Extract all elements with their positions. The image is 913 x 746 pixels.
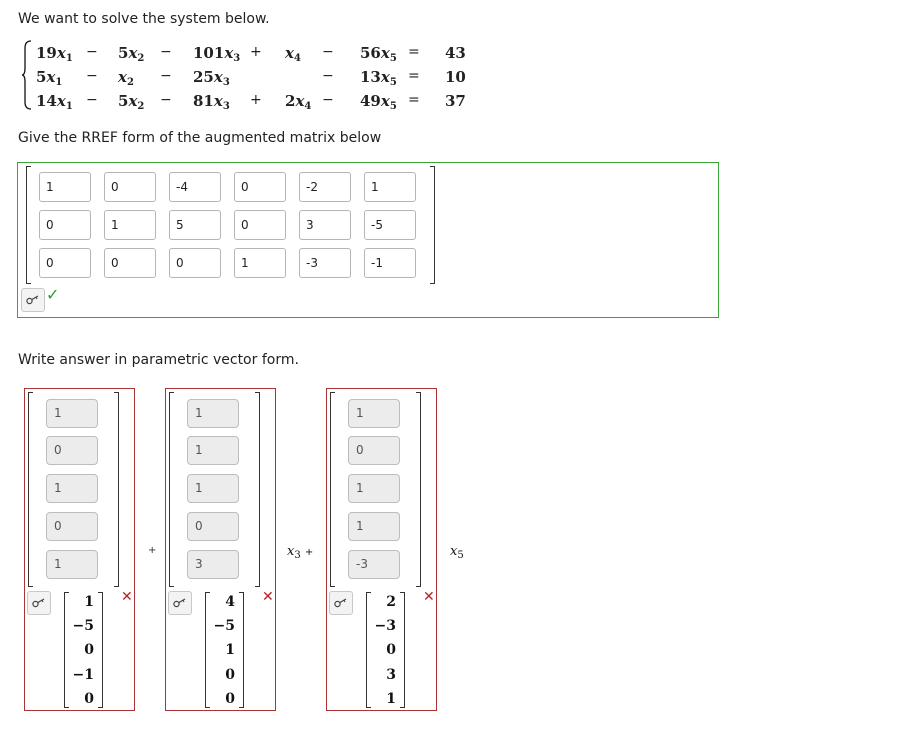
system-operator: = <box>408 68 420 84</box>
vector-entry-input[interactable]: 0 <box>348 436 400 465</box>
system-rhs: 43 <box>445 44 466 62</box>
solution-entry: −3 <box>374 618 396 634</box>
vector-key-button[interactable] <box>168 591 192 615</box>
intro-text: We want to solve the system below. <box>18 11 270 27</box>
rref-cell-input[interactable]: 1 <box>364 172 416 202</box>
cross-icon: ✕ <box>121 589 133 605</box>
solution-entry: −1 <box>72 667 94 683</box>
system-operator: − <box>160 92 172 108</box>
rref-cell-input[interactable]: 0 <box>104 248 156 278</box>
system-term: $81x_3$ <box>193 92 230 112</box>
vector-entry-input[interactable]: 0 <box>187 512 239 541</box>
vector-entry-input[interactable]: 1 <box>348 474 400 503</box>
rref-cell-input[interactable]: 0 <box>169 248 221 278</box>
cross-icon: ✕ <box>262 589 274 605</box>
system-term: $19x_1$ <box>36 44 73 64</box>
solution-entry: 1 <box>386 691 396 707</box>
system-operator: + <box>250 92 262 108</box>
rref-cell-input[interactable]: -5 <box>364 210 416 240</box>
system-term: $5x_2$ <box>118 92 145 112</box>
rref-key-button[interactable] <box>21 288 45 312</box>
rref-cell-input[interactable]: 1 <box>104 210 156 240</box>
system-term: $x_4$ <box>285 44 301 64</box>
x5-label: $x_5$ <box>450 544 464 561</box>
vector-right-bracket <box>114 392 119 587</box>
vector-right-bracket <box>255 392 260 587</box>
rref-cell-input[interactable]: -2 <box>299 172 351 202</box>
rref-cell-input[interactable]: -4 <box>169 172 221 202</box>
vector-entry-input[interactable]: 1 <box>348 399 400 428</box>
key-icon <box>26 295 40 305</box>
vector-entry-input[interactable]: 0 <box>46 436 98 465</box>
rref-cell-input[interactable]: 3 <box>299 210 351 240</box>
system-term: $5x_1$ <box>36 68 63 88</box>
vector-entry-input[interactable]: 3 <box>187 550 239 579</box>
vector-entry-input[interactable]: 1 <box>187 399 239 428</box>
checkmark-icon: ✓ <box>46 285 60 304</box>
vector-entry-input[interactable]: 1 <box>46 550 98 579</box>
vector-key-button[interactable] <box>27 591 51 615</box>
system-operator: − <box>86 68 98 84</box>
rref-cell-input[interactable]: 1 <box>234 248 286 278</box>
solution-entry: 0 <box>225 691 235 707</box>
solution-right-bracket <box>400 592 405 708</box>
rref-cell-input[interactable]: 0 <box>234 210 286 240</box>
vector-entry-input[interactable]: 0 <box>46 512 98 541</box>
solution-entry: 2 <box>386 594 396 610</box>
vector-entry-input[interactable]: 1 <box>187 436 239 465</box>
system-operator: + <box>250 44 262 60</box>
system-term: $56x_5$ <box>360 44 397 64</box>
solution-entry: 3 <box>386 667 396 683</box>
key-icon <box>334 598 348 608</box>
system-operator: − <box>160 44 172 60</box>
system-term: $x_2$ <box>118 68 134 88</box>
system-operator: = <box>408 92 420 108</box>
rref-cell-input[interactable]: 0 <box>104 172 156 202</box>
system-term: $49x_5$ <box>360 92 397 112</box>
plus-sign: + <box>148 545 157 556</box>
system-term: $101x_3$ <box>193 44 241 64</box>
solution-entry: 4 <box>225 594 235 610</box>
rref-cell-input[interactable]: 0 <box>234 172 286 202</box>
solution-entry: −5 <box>213 618 235 634</box>
system-operator: − <box>86 44 98 60</box>
system-term: $13x_5$ <box>360 68 397 88</box>
system-term: $25x_3$ <box>193 68 230 88</box>
vector-left-bracket <box>169 392 174 587</box>
system-operator: − <box>322 68 334 84</box>
rref-cell-input[interactable]: 0 <box>39 210 91 240</box>
rref-left-bracket <box>26 166 31 284</box>
solution-entry: 0 <box>84 642 94 658</box>
rref-cell-input[interactable]: -3 <box>299 248 351 278</box>
vector-left-bracket <box>28 392 33 587</box>
vector-left-bracket <box>330 392 335 587</box>
system-term: $2x_4$ <box>285 92 312 112</box>
solution-right-bracket <box>98 592 103 708</box>
parametric-prompt: Write answer in parametric vector form. <box>18 352 299 368</box>
rref-cell-input[interactable]: 0 <box>39 248 91 278</box>
solution-entry: 0 <box>386 642 396 658</box>
left-brace-icon <box>22 40 32 110</box>
solution-entry: 0 <box>84 691 94 707</box>
system-operator: − <box>322 44 334 60</box>
system-operator: − <box>322 92 334 108</box>
key-icon <box>32 598 46 608</box>
vector-entry-input[interactable]: 1 <box>46 474 98 503</box>
system-term: $5x_2$ <box>118 44 145 64</box>
system-rhs: 37 <box>445 92 466 110</box>
system-term: $14x_1$ <box>36 92 73 112</box>
cross-icon: ✕ <box>423 589 435 605</box>
solution-entry: 1 <box>225 642 235 658</box>
rref-cell-input[interactable]: 1 <box>39 172 91 202</box>
rref-cell-input[interactable]: 5 <box>169 210 221 240</box>
x3-label: $x_3$ + <box>287 544 314 561</box>
solution-entry: 1 <box>84 594 94 610</box>
rref-prompt: Give the RREF form of the augmented matrix below <box>18 130 382 146</box>
vector-entry-input[interactable]: 1 <box>187 474 239 503</box>
system-rhs: 10 <box>445 68 466 86</box>
solution-entry: 0 <box>225 667 235 683</box>
system-operator: − <box>86 92 98 108</box>
vector-right-bracket <box>416 392 421 587</box>
system-operator: − <box>160 68 172 84</box>
vector-entry-input[interactable]: 1 <box>348 512 400 541</box>
rref-right-bracket <box>430 166 435 284</box>
solution-entry: −5 <box>72 618 94 634</box>
rref-cell-input[interactable]: -1 <box>364 248 416 278</box>
key-icon <box>173 598 187 608</box>
system-operator: = <box>408 44 420 60</box>
solution-right-bracket <box>239 592 244 708</box>
vector-key-button[interactable] <box>329 591 353 615</box>
vector-entry-input[interactable]: -3 <box>348 550 400 579</box>
vector-entry-input[interactable]: 1 <box>46 399 98 428</box>
